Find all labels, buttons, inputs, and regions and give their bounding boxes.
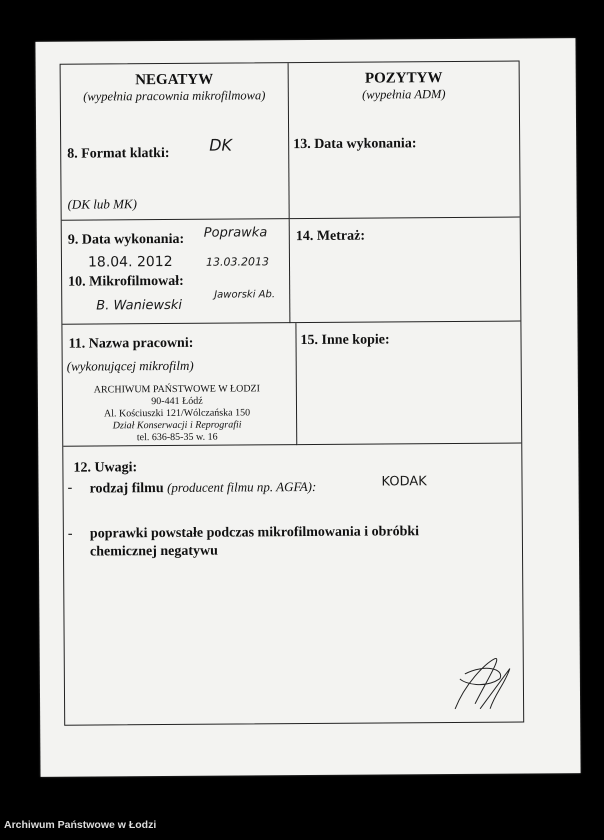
field15-cell <box>296 322 521 446</box>
field8-value: DK <box>209 135 233 155</box>
bullet-dash: - <box>67 480 73 496</box>
bullet-dash: - <box>67 526 73 542</box>
workshop-stamp <box>63 383 291 445</box>
film-type-bold: rodzaj filmu <box>89 481 164 497</box>
pozytyw-cell <box>289 62 520 220</box>
field9-label: 9. Data wykonania: <box>67 231 185 248</box>
stamp-line1: ARCHIWUM PAŃSTWOWE W ŁODZI <box>93 383 261 396</box>
field9-note: Poprawka <box>203 225 268 241</box>
field9-10-cell <box>62 219 291 325</box>
stamp-line3: Al. Kościuszki 121/Wólczańska 150 <box>103 407 251 420</box>
field10-value2: Jaworski Ab. <box>214 289 276 301</box>
film-type-label <box>90 479 317 498</box>
stamp-line5: tel. 636-85-35 w. 16 <box>136 431 218 444</box>
stamp-line2: 90-441 Łódź <box>151 395 203 408</box>
field8-hint: (DK lub MK) <box>67 196 137 212</box>
field11-cell <box>62 323 297 447</box>
field10-label: 10. Mikrofilmował: <box>68 273 184 290</box>
field14-label: 14. Metraż: <box>295 228 366 245</box>
field11-hint: (wykonującej mikrofilm) <box>66 357 194 374</box>
field13-label: 13. Data wykonania: <box>293 136 417 153</box>
negatyw-cell <box>61 63 290 221</box>
document-page <box>35 38 580 777</box>
negatyw-subtitle: (wypełnia pracownia mikrofilmowa) <box>83 88 266 104</box>
pozytyw-title: POZYTYW <box>364 70 443 87</box>
archive-footer: Archiwum Państwowe w Łodzi <box>4 819 157 831</box>
film-type-hint: (producent filmu np. AGFA): <box>167 478 317 495</box>
corrections-line2: chemicznej negatywu <box>89 543 218 560</box>
negatyw-title: NEGATYW <box>135 71 214 89</box>
microfilm-form <box>60 61 525 726</box>
field12-label: 12. Uwagi: <box>73 460 138 476</box>
corrections-line1: poprawki powstałe podczas mikrofilmowania i obróbki <box>89 524 420 542</box>
field10-value: B. Waniewski <box>96 297 183 314</box>
field12-cell <box>63 444 523 725</box>
pozytyw-subtitle: (wypełnia ADM) <box>362 87 446 102</box>
field9-value2: 13.03.2013 <box>205 255 270 269</box>
film-type-value: KODAK <box>381 474 427 490</box>
field14-cell <box>290 218 521 324</box>
field8-label: 8. Format klatki: <box>67 145 170 162</box>
field15-label: 15. Inne kopie: <box>300 332 390 349</box>
stamp-line4: Dział Konserwacji i Reprografii <box>112 419 242 432</box>
field9-value: 18.04. 2012 <box>87 253 173 271</box>
field11-label: 11. Nazwa pracowni: <box>68 335 194 352</box>
signature-icon <box>445 654 515 714</box>
